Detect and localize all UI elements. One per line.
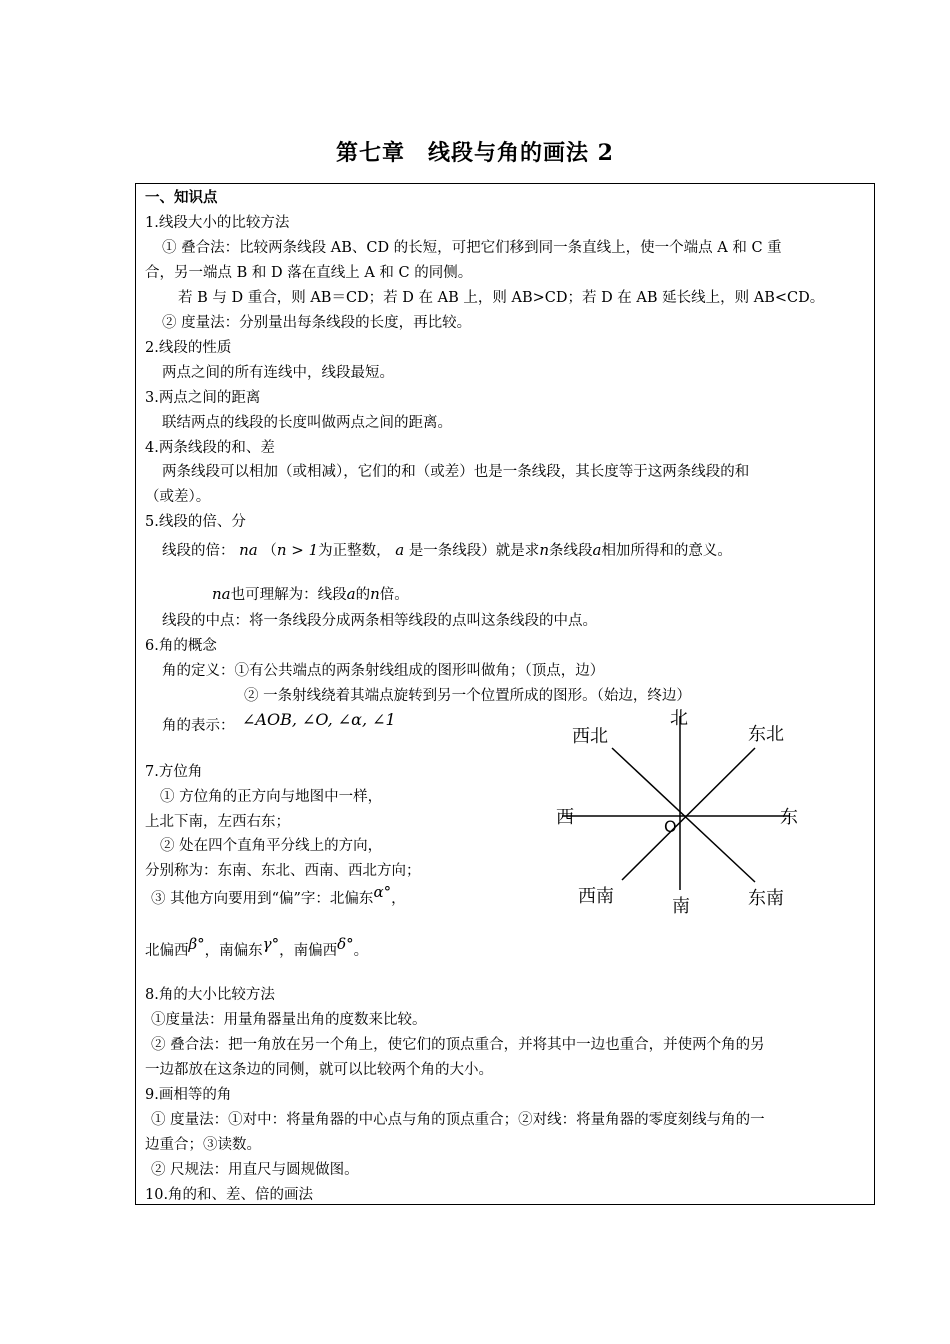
s8-heading: 8.角的大小比较方法 [145, 987, 275, 1003]
section-header: 一、知识点 [145, 189, 218, 206]
math-delta: δ° [337, 935, 354, 953]
label-southwest: 西南 [578, 886, 614, 907]
s8-line3: 一边都放在这条边的同侧，就可以比较两个角的大小。 [145, 1062, 493, 1078]
label-northwest: 西北 [572, 726, 608, 747]
label-northeast: 东北 [748, 724, 784, 745]
s6-repr-label: 角的表示： [162, 718, 235, 734]
s1-line4: ② 度量法：分别量出每条线段的长度，再比较。 [162, 315, 472, 331]
s7-line5-text: ③ 其他方向要用到“偏”字：北偏东 [151, 891, 374, 907]
label-southeast: 东南 [748, 888, 784, 909]
s7-line5-comma: ， [391, 891, 406, 907]
s5-bei-label: 线段的倍： [162, 543, 235, 559]
s7-line5 [151, 883, 406, 909]
s5-also-line [212, 584, 409, 605]
s4-heading: 4.两条线段的和、差 [145, 440, 275, 456]
s9-line3: ② 尺规法：用直尺与圆规做图。 [151, 1162, 359, 1178]
label-origin: O [664, 817, 677, 836]
s2-line1: 两点之间的所有连线中，线段最短。 [162, 365, 394, 381]
s7-line6 [145, 935, 369, 961]
page-title: 第七章 线段与角的画法 2 [336, 140, 614, 166]
label-east: 东 [780, 807, 798, 828]
math-n-2: n [370, 585, 380, 603]
math-a-2: a [592, 541, 602, 559]
ne-sw-line [622, 748, 755, 880]
angle-notation: ∠AOB, ∠O, ∠α, ∠1 [242, 710, 396, 729]
s7-heading: 7.方位角 [145, 764, 203, 780]
math-n: n [539, 541, 549, 559]
s2-heading: 2.线段的性质 [145, 340, 232, 356]
s3-line1: 联结两点的线段的长度叫做两点之间的距离。 [162, 415, 452, 431]
math-n-gt-1: n > 1 [276, 541, 319, 559]
s6-heading: 6.角的概念 [145, 638, 217, 654]
s6-def2: ② 一条射线绕着其端点旋转到另一个位置所成的图形。（始边，终边） [244, 688, 691, 704]
nw-se-line [612, 748, 755, 882]
s4-line1: 两条线段可以相加（或相减），它们的和（或差）也是一条线段，其长度等于这两条线段的和 [162, 464, 750, 480]
s1-heading: 1.线段大小的比较方法 [145, 215, 290, 231]
s4-line2: （或差）。 [145, 489, 211, 505]
math-na: na [239, 541, 258, 559]
label-north: 北 [670, 708, 688, 729]
s9-line2: 边重合；③读数。 [145, 1137, 261, 1153]
math-beta: β° [188, 935, 205, 953]
s6-def1: 角的定义：①有公共端点的两条射线组成的图形叫做角；（顶点，边） [162, 663, 605, 679]
compass-diagram [550, 700, 830, 925]
s5-also-text3: 倍。 [379, 587, 409, 603]
s8-line1: ①度量法：用量角器量出角的度数来比较。 [151, 1012, 427, 1028]
s7-period: 。 [353, 943, 369, 959]
s5-heading: 5.线段的倍、分 [145, 514, 246, 530]
s7-line3: ② 处在四个直角平分线上的方向， [160, 838, 383, 854]
math-na-2: na [212, 585, 231, 603]
s7-line1: ① 方位角的正方向与地图中一样， [160, 789, 383, 805]
s10-heading: 10.角的和、差、倍的画法 [145, 1187, 314, 1203]
s1-line3: 若 B 与 D 重合，则 AB＝CD；若 D 在 AB 上，则 AB>CD；若 D 在 AB 延长线上，则 AB<CD。 [178, 290, 825, 306]
s9-heading: 9.画相等的角 [145, 1087, 232, 1103]
s5-bei-text3: 条线段 [548, 543, 593, 559]
s5-also-text1: 也可理解为：线段 [230, 587, 347, 603]
math-a: a [395, 541, 405, 559]
s3-heading: 3.两点之间的距离 [145, 390, 261, 406]
s1-line2: 合，另一端点 B 和 D 落在直线上 A 和 C 的同侧。 [145, 265, 473, 281]
s5-bei-text4: 相加所得和的意义。 [601, 543, 732, 559]
s7-line4: 分别称为：东南、东北、西南、西北方向； [145, 863, 421, 879]
s5-midpoint: 线段的中点：将一条线段分成两条相等线段的点叫这条线段的中点。 [162, 613, 597, 629]
s5-bei-text2: 是一条线段）就是求 [408, 543, 540, 559]
s9-line1: ① 度量法：①对中：将量角器的中心点与角的顶点重合；②对线：将量角器的零度刻线与角的一 [151, 1112, 765, 1128]
label-west: 西 [556, 807, 574, 828]
s7-sw-text: ，南偏西 [279, 943, 338, 959]
math-alpha: α° [373, 883, 392, 901]
s5-bei-text1: 为正整数， [318, 543, 391, 559]
s1-line1: ① 叠合法：比较两条线段 AB、CD 的长短，可把它们移到同一条直线上，使一个端点 A 和 C 重 [162, 240, 782, 256]
label-south: 南 [672, 896, 690, 917]
s7-nw-text: 北偏西 [145, 943, 189, 959]
math-gamma: γ° [262, 935, 280, 953]
s7-line2: 上北下南，左西右东； [145, 814, 290, 830]
math-a-3: a [346, 585, 356, 603]
s5-also-text2: 的 [355, 587, 371, 603]
s5-bei-line [162, 540, 732, 561]
s5-paren: （ [262, 543, 277, 559]
s7-se-text: ，南偏东 [204, 943, 263, 959]
s8-line2: ② 叠合法：把一角放在另一个角上，使它们的顶点重合，并将其中一边也重合，并使两个角的另 [151, 1037, 765, 1053]
